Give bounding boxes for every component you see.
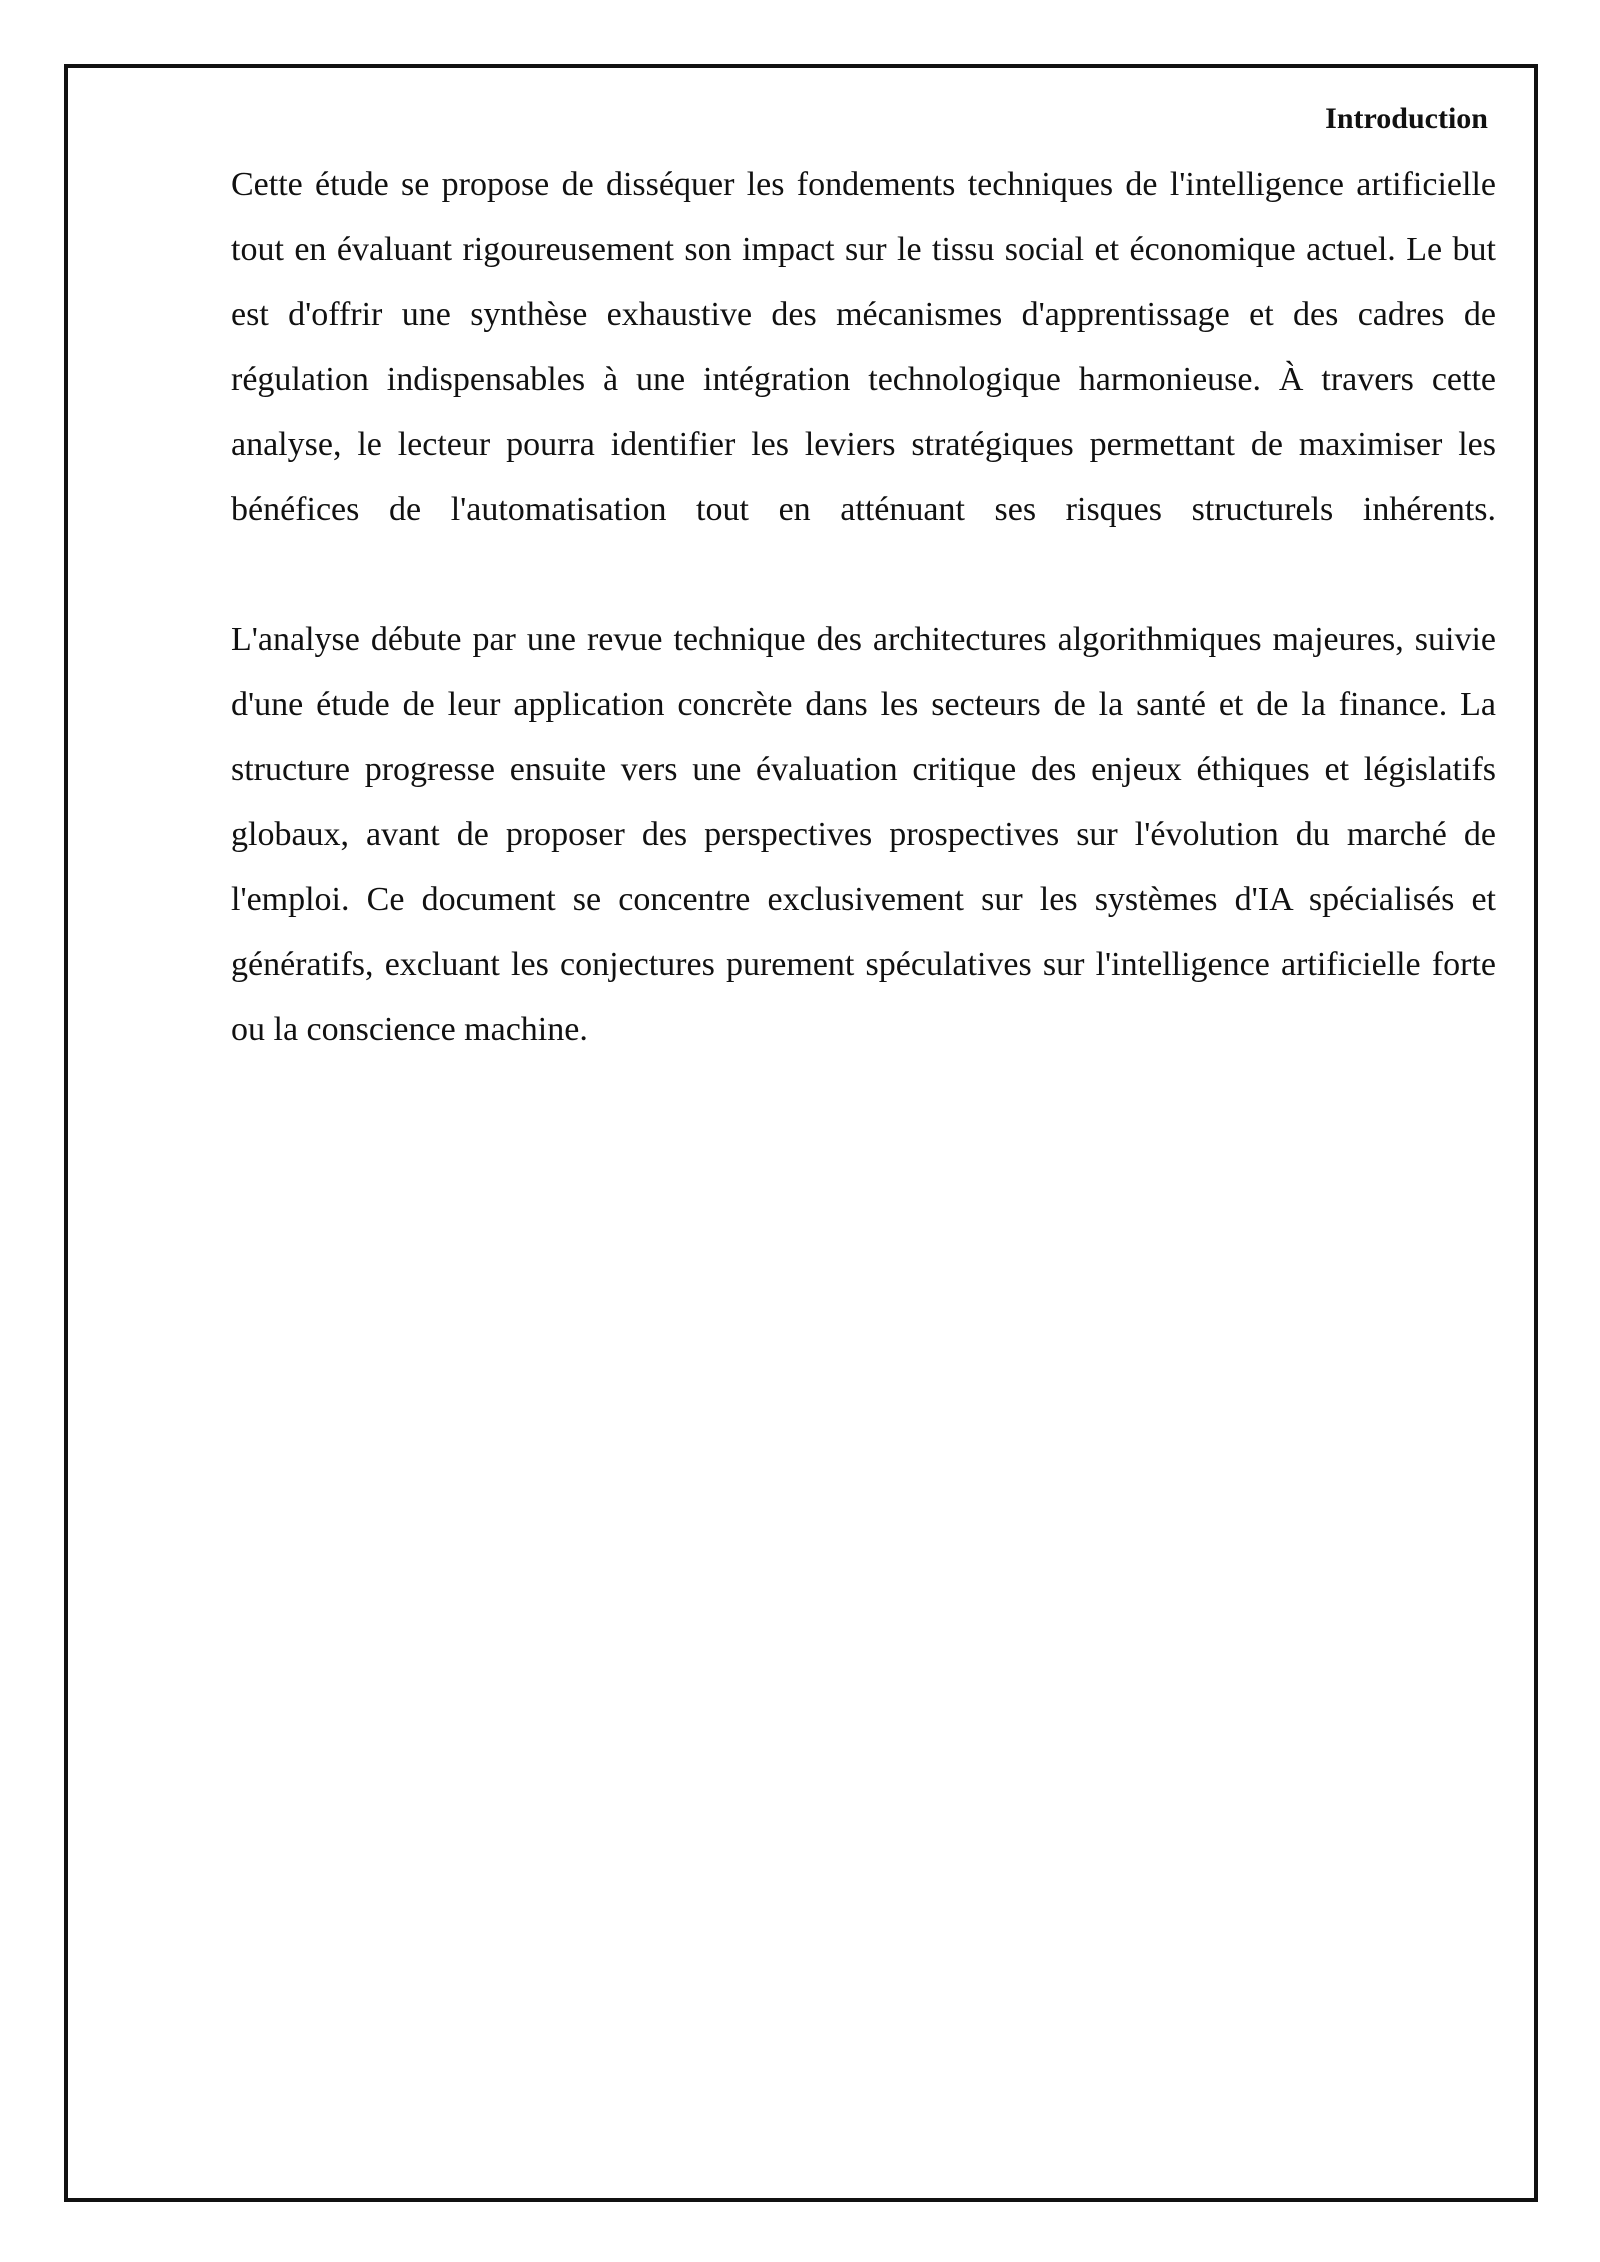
body-text [231, 152, 1496, 1062]
paragraph-purpose: Cette étude se propose de disséquer les fondements techniques de l'intelligence artificielle tout en évaluant rigoureusement son impact sur le tissu social et économique actuel. Le but est d'offrir une synthèse exhaustive des mécanismes d'apprentissage et des cadres de régulation indispensables à une intégration technologique harmonieuse. À travers cette analyse, le lecteur pourra identifier les leviers stratégiques permettant de maximiser les bénéfices de l'automatisation tout en atténuant ses risques structurels inhérents. [231, 166, 1496, 528]
page-border [64, 64, 1538, 2202]
running-header-title: Introduction [1325, 102, 1488, 135]
paragraph-structure: L'analyse débute par une revue technique des architectures algorithmiques majeures, suivie d'une étude de leur application concrète dans les secteurs de la santé et de la finance. La structure progresse ensuite vers une évaluation critique des enjeux éthiques et législatifs globaux, avant de proposer des perspectives prospectives sur l'évolution du marché de l'emploi. Ce document se concentre exclusivement sur les systèmes d'IA spécialisés et génératifs, excluant les conjectures purement spéculatives sur l'intelligence artificielle forte ou la conscience machine. [231, 621, 1496, 1048]
